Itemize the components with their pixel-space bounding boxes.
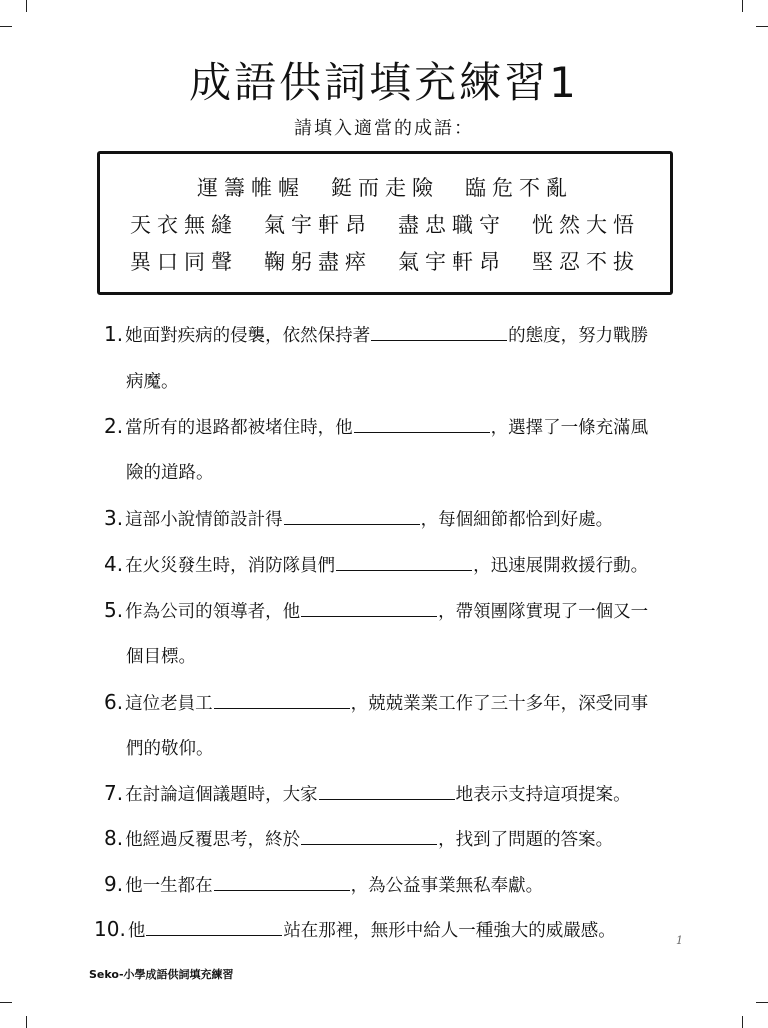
question-4 xyxy=(104,550,648,577)
crop-mark xyxy=(742,1016,743,1028)
question-1 xyxy=(104,320,648,347)
word-bank-item: 盡忠職守 xyxy=(398,213,506,237)
question-text: 這位老員工 xyxy=(125,694,213,714)
crop-mark xyxy=(26,1016,27,1028)
question-8 xyxy=(104,824,613,851)
word-bank-item: 天衣無縫 xyxy=(130,213,238,237)
answer-blank[interactable] xyxy=(146,915,282,936)
question-text: 當所有的退路都被堵住時，他 xyxy=(125,418,353,438)
question-text: ，選擇了一條充滿風 xyxy=(490,418,649,438)
question-continuation: 個目標。 xyxy=(126,647,196,667)
crop-mark xyxy=(0,1002,12,1003)
question-text: 的態度，努力戰勝 xyxy=(508,326,649,346)
word-bank-item: 氣宇軒昂 xyxy=(264,213,372,237)
answer-blank[interactable] xyxy=(336,550,472,571)
answer-blank[interactable] xyxy=(371,320,507,341)
question-text: 地表示支持這項提案。 xyxy=(455,785,631,805)
question-text: 在討論這個議題時，大家 xyxy=(125,785,318,805)
question-text: 他 xyxy=(127,921,146,941)
word-bank-item: 氣宇軒昂 xyxy=(398,250,506,274)
question-7 xyxy=(104,779,631,806)
answer-blank[interactable] xyxy=(301,596,437,617)
word-bank-row xyxy=(100,246,670,276)
question-number: 3. xyxy=(104,506,124,530)
answer-blank[interactable] xyxy=(214,688,350,709)
word-bank-item: 鋌而走險 xyxy=(331,176,439,200)
question-6 xyxy=(104,688,648,715)
crop-mark xyxy=(26,0,27,12)
question-number: 10. xyxy=(94,917,126,941)
answer-blank[interactable] xyxy=(214,870,350,891)
word-bank-item: 異口同聲 xyxy=(130,250,238,274)
question-number: 6. xyxy=(104,690,124,714)
question-3 xyxy=(104,504,613,531)
answer-blank[interactable] xyxy=(319,779,455,800)
question-text: 站在那裡，無形中給人一種強大的威嚴感。 xyxy=(283,921,616,941)
question-5 xyxy=(104,596,648,623)
word-bank-item: 恍然大悟 xyxy=(532,213,640,237)
question-number: 4. xyxy=(104,552,124,576)
question-number: 2. xyxy=(104,414,124,438)
question-number: 1. xyxy=(104,322,124,346)
question-text: ，為公益事業無私奉獻。 xyxy=(350,876,544,896)
question-text: ，迅速展開救援行動。 xyxy=(473,556,649,576)
question-continuation: 病魔。 xyxy=(126,372,179,392)
footer-text: Seko-小學成語供詞填充練習 xyxy=(89,968,234,981)
question-number: 7. xyxy=(104,781,124,805)
question-number: 9. xyxy=(104,872,124,896)
question-text: 在火災發生時，消防隊員們 xyxy=(125,556,336,576)
question-text: ，找到了問題的答案。 xyxy=(438,830,614,850)
question-number: 5. xyxy=(104,598,124,622)
crop-mark xyxy=(742,0,743,12)
word-bank-item: 堅忍不拔 xyxy=(532,250,640,274)
crop-mark xyxy=(756,26,768,27)
answer-blank[interactable] xyxy=(354,412,490,433)
question-9 xyxy=(104,870,543,897)
question-text: ，帶領團隊實現了一個又一 xyxy=(438,602,649,622)
word-bank xyxy=(97,151,673,295)
question-text: 這部小說情節設計得 xyxy=(125,510,283,530)
answer-blank[interactable] xyxy=(301,824,437,845)
word-bank-row xyxy=(100,209,670,239)
question-text: ，每個細節都恰到好處。 xyxy=(420,510,614,530)
page-number: 1 xyxy=(676,934,683,947)
question-text: 他一生都在 xyxy=(125,876,213,896)
page-title: 成語供詞填充練習1 xyxy=(189,58,579,107)
word-bank-item: 運籌帷幄 xyxy=(197,176,305,200)
question-text: ，兢兢業業工作了三十多年，深受同事 xyxy=(350,694,649,714)
word-bank-item: 臨危不亂 xyxy=(465,176,573,200)
crop-mark xyxy=(756,1002,768,1003)
answer-blank[interactable] xyxy=(284,504,420,525)
question-2 xyxy=(104,412,648,439)
word-bank-row xyxy=(100,172,670,202)
question-text: 作為公司的領導者，他 xyxy=(125,602,301,622)
word-bank-item: 鞠躬盡瘁 xyxy=(264,250,372,274)
crop-mark xyxy=(0,26,12,27)
question-10 xyxy=(94,915,616,942)
question-continuation: 們的敬仰。 xyxy=(126,739,214,759)
question-text: 她面對疾病的侵襲，依然保持著 xyxy=(125,326,371,346)
question-continuation: 險的道路。 xyxy=(126,463,214,483)
instruction-text: 請填入適當的成語： xyxy=(294,118,474,139)
question-number: 8. xyxy=(104,826,124,850)
question-text: 他經過反覆思考，終於 xyxy=(125,830,301,850)
